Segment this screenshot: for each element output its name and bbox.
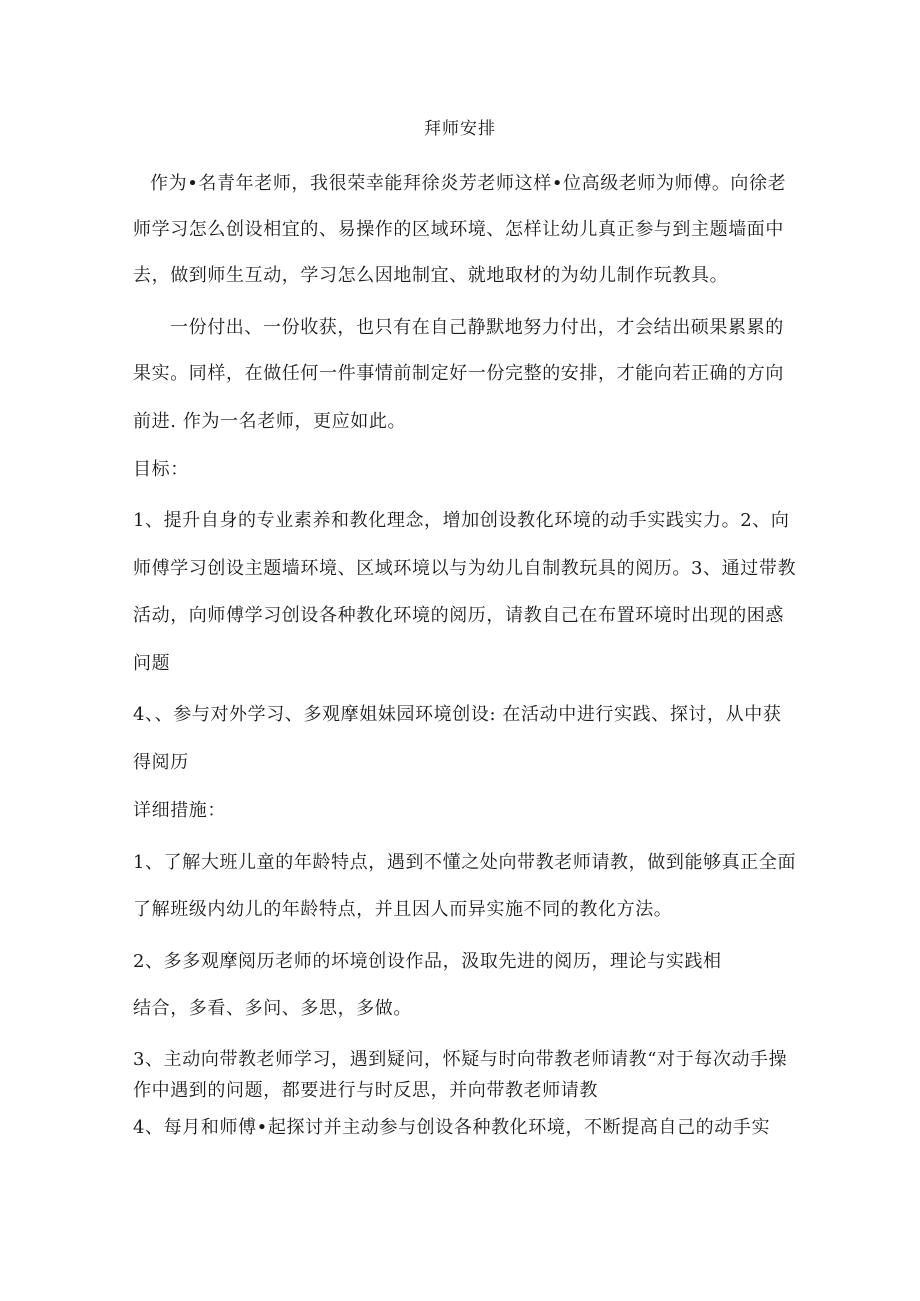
goals-line-4: 问题 <box>133 653 171 674</box>
measures-line-6: 作中遇到的问题，都要进行与时反思，并向带教老师请教 <box>133 1080 598 1101</box>
measures-line-3: 2、多多观摩阅历老师的坏境创设作品，汲取先进的阅历，理论与实践相 <box>133 951 722 972</box>
measures-line-4: 结合，多看、多问、多思，多做。 <box>133 998 412 1019</box>
goals-line-3: 活动，向师傅学习创设各种教化环境的阅历，请教自己在布置环境时出现的困惑 <box>133 605 784 626</box>
measures-line-1: 1、了解大班儿童的年龄特点，遇到不懂之处向带教老师请教，做到能够真正全面 <box>133 852 797 873</box>
goals-line-6: 得阅历 <box>133 752 189 773</box>
document-title: 拜师安排 <box>424 119 496 139</box>
intro-line-1: 作为•名青年老师，我很荣幸能拜徐炎芳老师这样•位高级老师为师傅。向徐老 <box>150 173 787 194</box>
measures-heading: 详细措施： <box>133 800 226 821</box>
measures-line-5: 3、主动向带教老师学习，遇到疑问，怀疑与时向带教老师请教“对于每次动手操 <box>133 1049 788 1070</box>
goals-line-5: 4、、参与对外学习、多观摩姐妹园环境创设: 在活动中进行实践、探讨，从中获 <box>133 704 782 725</box>
measures-line-2: 了解班级内幼儿的年龄特点，并且因人而异实施不同的教化方法。 <box>133 899 673 920</box>
intro-line-2: 师学习怎么创设相宜的、易操作的区域环境、怎样让幼儿真正参与到主题墙面中 <box>133 219 784 240</box>
reflection-line-2: 果实。同样，在做任何一件事情前制定好一份完整的安排，才能向若正确的方向 <box>133 363 784 384</box>
goals-line-1: 1、提升自身的专业素养和教化理念，增加创设教化环境的动手实践实力。2、向 <box>133 510 790 531</box>
reflection-line-3: 前进. 作为一名老师，更应如此。 <box>133 411 407 432</box>
measures-line-7: 4、每月和师傅•起探讨并主动参与创设各种教化环境，不断提高自己的动手实 <box>133 1117 771 1138</box>
reflection-line-1: 一份付出、一份收获，也只有在自己静默地努力付出，才会结出硕果累累的 <box>170 317 784 338</box>
goals-line-2: 师傅学习创设主题墙环境、区域环境以与为幼儿自制教玩具的阅历。3、通过带教 <box>133 558 797 579</box>
goals-heading: 目标： <box>133 459 189 480</box>
intro-line-3: 去，做到师生互动，学习怎么因地制宜、就地取材的为幼儿制作玩教具。 <box>133 265 729 286</box>
